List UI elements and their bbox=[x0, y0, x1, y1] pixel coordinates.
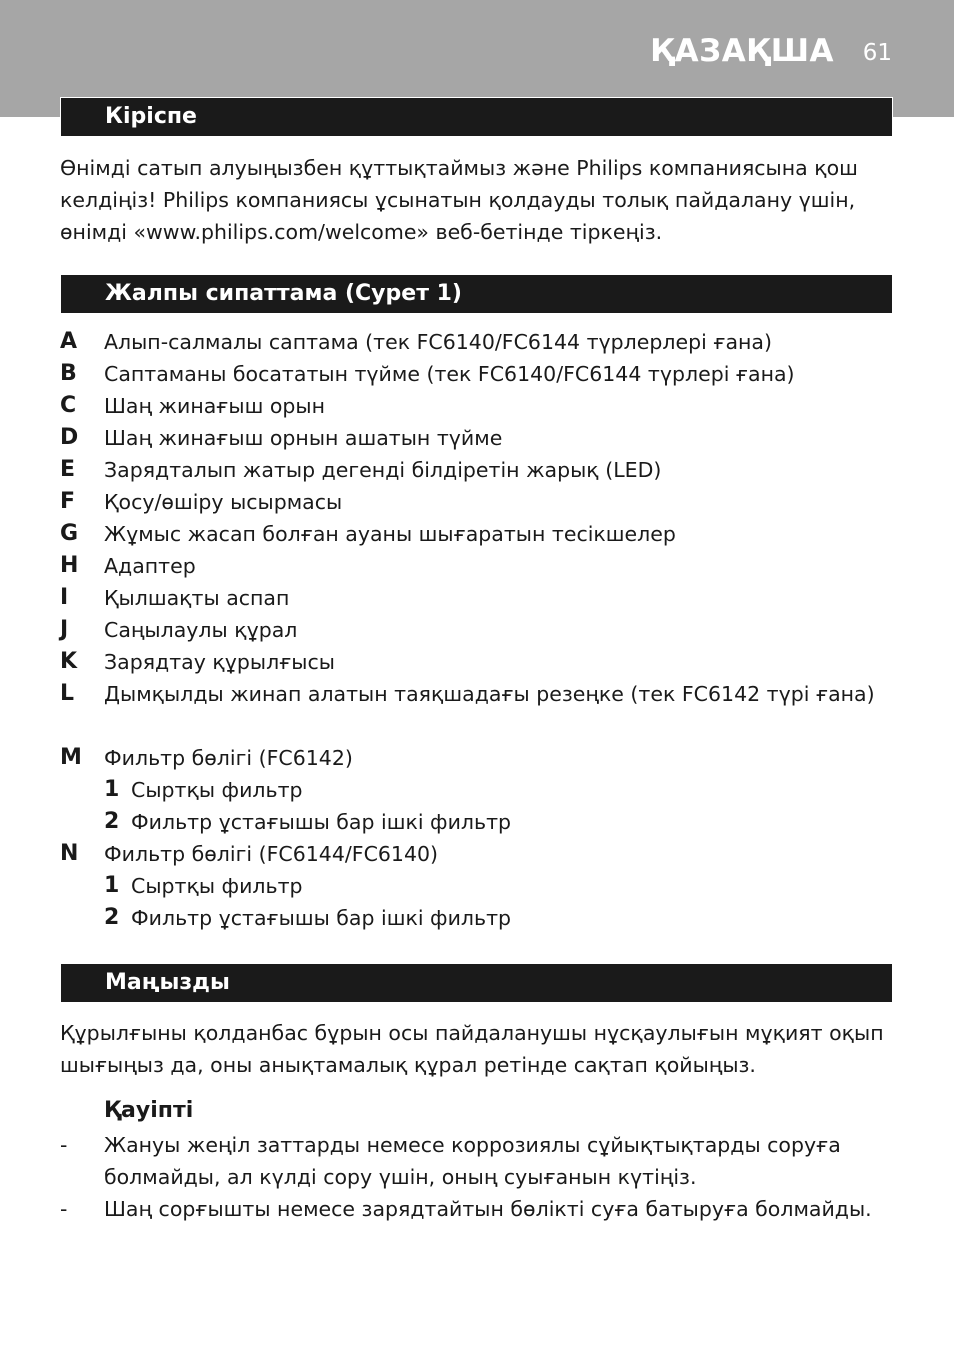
item-text: Жұмыс жасап болған ауаны шығаратын тесікшелер bbox=[104, 522, 676, 546]
bullet-mark: - bbox=[60, 1133, 68, 1157]
item-letter: L bbox=[60, 681, 75, 706]
item-letter: I bbox=[60, 585, 69, 610]
list-item bbox=[0, 454, 954, 486]
item-text: Шаң жинағыш орын bbox=[104, 394, 326, 418]
important-paragraph: Құрылғыны қолданбас бұрын осы пайдаланушы нұсқаулығын мұқият оқып шығыңыз да, оны анықтамалық құрал ретінде сақтап қойыңыз. bbox=[60, 1021, 884, 1077]
list-item bbox=[0, 678, 954, 742]
item-letter: F bbox=[60, 489, 76, 514]
item-letter: E bbox=[60, 457, 76, 482]
section-heading-important bbox=[60, 963, 893, 1003]
item-text: Қылшақты аспап bbox=[104, 586, 290, 610]
item-letter: D bbox=[60, 425, 79, 450]
list-item bbox=[0, 422, 954, 454]
item-text: Дымқылды жинап алатын таяқшадағы резеңке (тек FC6142 түрі ғана) bbox=[104, 682, 875, 706]
section-heading-description-label: Жалпы сипаттама (Сурет 1) bbox=[105, 281, 462, 306]
list-item bbox=[0, 614, 954, 646]
item-letter: H bbox=[60, 553, 79, 578]
item-letter: A bbox=[60, 329, 78, 354]
sub-item-number: 1 bbox=[104, 777, 120, 802]
item-text: Алып-салмалы саптама (тек FC6140/FC6144 түрлерлері ғана) bbox=[104, 330, 772, 354]
sub-item-number: 2 bbox=[104, 905, 120, 930]
list-item bbox=[0, 582, 954, 614]
item-letter: C bbox=[60, 393, 77, 418]
item-text: Қосу/өшіру ысырмасы bbox=[104, 490, 343, 514]
item-letter: G bbox=[60, 521, 79, 546]
sub-list-item bbox=[0, 902, 954, 934]
bullet-mark: - bbox=[60, 1197, 68, 1221]
sub-list-item bbox=[0, 870, 954, 902]
sub-list-item bbox=[0, 806, 954, 838]
sub-item-text: Сыртқы фильтр bbox=[131, 778, 303, 802]
section-heading-intro-label: Кіріспе bbox=[105, 104, 197, 129]
item-text: Саңылаулы құрал bbox=[104, 618, 298, 642]
parts-list bbox=[0, 326, 954, 934]
sub-item-text: Сыртқы фильтр bbox=[131, 874, 303, 898]
item-letter: J bbox=[60, 617, 69, 642]
bullet-text: Жануы жеңіл заттарды немесе коррозиялы сұйықтықтарды соруға болмайды, ал күлді сору үшін, оның суығанын күтіңіз. bbox=[104, 1133, 841, 1189]
sub-item-text: Фильтр ұстағышы бар ішкі фильтр bbox=[131, 906, 512, 930]
list-item bbox=[0, 550, 954, 582]
section-heading-description bbox=[60, 274, 893, 314]
list-item bbox=[0, 742, 954, 774]
list-item bbox=[0, 518, 954, 550]
intro-paragraph: Өнімді сатып алуыңызбен құттықтаймыз және Philips компаниясына қош келдіңіз! Philips компаниясы ұсынатын қолдауды толық пайдалану үшін, өнімді «www.philips.com/welcome» веб-бетінде тіркеңіз. bbox=[60, 156, 858, 244]
list-item bbox=[0, 390, 954, 422]
sub-item-number: 1 bbox=[104, 873, 120, 898]
item-letter: N bbox=[60, 841, 79, 866]
item-text: Шаң жинағыш орнын ашатын түйме bbox=[104, 426, 503, 450]
danger-heading: Қауіпті bbox=[104, 1098, 194, 1123]
item-text: Саптаманы босататын түйме (тек FC6140/FC6144 түрлері ғана) bbox=[104, 362, 795, 386]
item-text: Зарядтау құрылғысы bbox=[104, 650, 335, 674]
list-item bbox=[0, 486, 954, 518]
item-letter: K bbox=[60, 649, 78, 674]
list-item bbox=[0, 358, 954, 390]
list-item bbox=[0, 838, 954, 870]
item-text: Фильтр бөлігі (FC6142) bbox=[104, 746, 353, 770]
bullet-text: Шаң сорғышты немесе зарядтайтын бөлікті суға батыруға болмайды. bbox=[104, 1197, 872, 1221]
page-number: 61 bbox=[862, 40, 892, 66]
item-letter: M bbox=[60, 745, 82, 770]
section-heading-intro bbox=[60, 97, 893, 137]
section-heading-important-label: Маңызды bbox=[105, 970, 230, 995]
list-item bbox=[0, 646, 954, 678]
sub-item-number: 2 bbox=[104, 809, 120, 834]
sub-item-text: Фильтр ұстағышы бар ішкі фильтр bbox=[131, 810, 512, 834]
sub-list-item bbox=[0, 774, 954, 806]
item-text: Фильтр бөлігі (FC6144/FC6140) bbox=[104, 842, 439, 866]
item-letter: B bbox=[60, 361, 77, 386]
item-text: Зарядталып жатыр дегенді білдіретін жарық (LED) bbox=[104, 458, 662, 482]
item-text: Адаптер bbox=[104, 554, 196, 578]
list-item bbox=[0, 326, 954, 358]
language-title: ҚАЗАҚША bbox=[650, 33, 834, 69]
